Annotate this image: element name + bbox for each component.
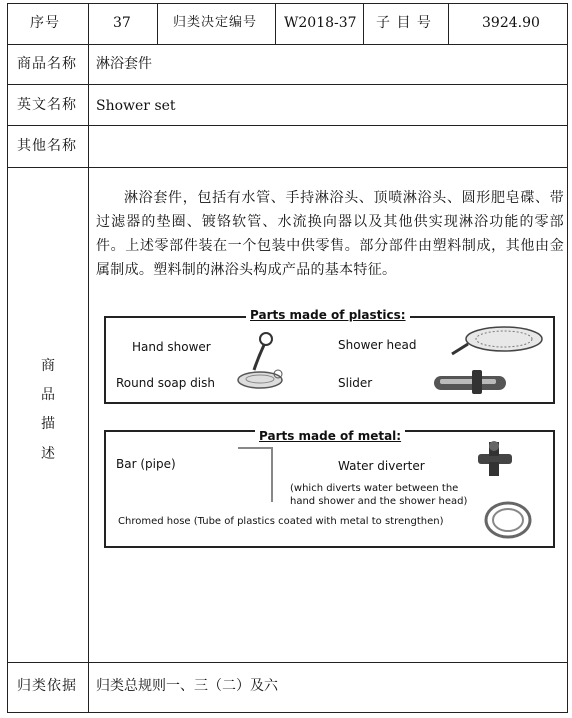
other-name-label: 其他名称: [17, 138, 77, 154]
table-line-col2: [157, 3, 158, 45]
table-line-row5: [7, 662, 568, 663]
english-name-value: Shower set: [96, 98, 176, 114]
description-label-char-4: 述: [41, 446, 55, 462]
table-border-right: [567, 3, 568, 713]
hand-shower-label: Hand shower: [132, 340, 211, 354]
basis-value: 归类总规则一、三（二）及六: [96, 678, 278, 694]
slider-label: Slider: [338, 376, 373, 390]
table-line-row4: [7, 167, 568, 168]
seq-value: 37: [113, 15, 131, 31]
english-name-label: 英文名称: [17, 97, 77, 113]
soap-dish-label: Round soap dish: [116, 376, 215, 390]
table-line-col3: [275, 3, 276, 45]
description-label-char-3: 描: [41, 416, 55, 432]
shower-head-icon: [450, 324, 545, 358]
metal-title: Parts made of metal:: [255, 429, 405, 443]
table-border-bottom: [7, 712, 568, 713]
description-label-char-1: 商: [41, 358, 55, 374]
water-diverter-label: Water diverter: [338, 459, 425, 473]
subheading-value: 3924.90: [482, 15, 540, 31]
table-line-row1: [7, 44, 568, 45]
table-line-col1: [88, 3, 89, 713]
soap-dish-icon: [234, 368, 290, 392]
basis-label: 归类依据: [17, 678, 77, 694]
seq-label: 序号: [30, 15, 60, 31]
diverter-note-line-1: (which diverts water between the: [290, 483, 459, 494]
table-line-row2: [7, 84, 568, 85]
subheading-label: 子 目 号: [376, 15, 432, 31]
decision-value: W2018-37: [284, 15, 357, 31]
decision-label: 归类决定编号: [173, 15, 258, 30]
table-border-top: [7, 3, 568, 4]
table-line-row3: [7, 125, 568, 126]
bar-pipe-label: Bar (pipe): [116, 457, 176, 471]
table-border-left: [7, 3, 8, 713]
shower-head-label: Shower head: [338, 338, 417, 352]
plastics-title: Parts made of plastics:: [246, 308, 410, 322]
table-line-col4: [363, 3, 364, 45]
slider-icon: [432, 368, 514, 398]
table-line-col5: [448, 3, 449, 45]
bar-pipe-icon: [236, 444, 278, 504]
description-label-char-2: 品: [41, 387, 55, 403]
chromed-hose-label: Chromed hose (Tube of plastics coated with metal to strengthen): [118, 516, 444, 527]
diverter-note-line-2: hand shower and the shower head): [290, 496, 468, 507]
water-diverter-icon: [472, 440, 520, 478]
product-name-label: 商品名称: [17, 56, 77, 72]
description-text: 淋浴套件，包括有水管、手持淋浴头、顶喷淋浴头、圆形肥皂碟、带过滤器的垫圈、镀铬软管、水流换向器以及其他供实现淋浴功能的零部件。上述零部件装在一个包装中供零售。部分部件由塑料制成，其他由金属制成。塑料制的淋浴头构成产品的基本特征。: [96, 190, 564, 278]
chromed-hose-icon: [482, 498, 534, 542]
product-name-value: 淋浴套件: [96, 56, 152, 72]
